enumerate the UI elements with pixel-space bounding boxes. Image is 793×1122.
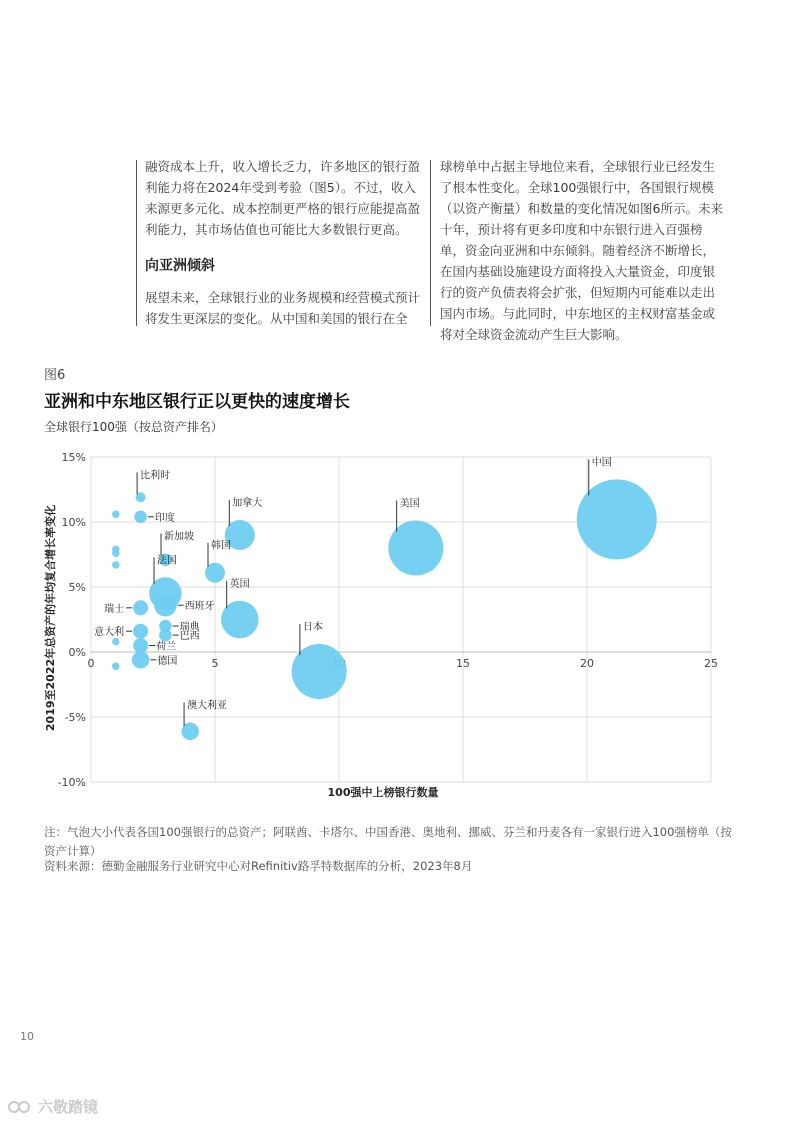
x-tick-label: 15: [456, 657, 470, 670]
section-heading: 向亚洲倾斜: [145, 258, 215, 274]
bubble-unlabeled: [112, 638, 120, 646]
figure-label: 图6: [44, 368, 66, 383]
bubble-西班牙: [154, 594, 177, 617]
bubble-unlabeled: [112, 510, 120, 518]
y-tick-label: 5%: [68, 581, 86, 594]
y-tick-label: 15%: [61, 451, 86, 464]
x-tick-label: 20: [580, 657, 594, 670]
watermark-text: 六敬踏镜: [38, 1098, 99, 1116]
bubble-label: 荷兰: [156, 641, 177, 653]
bubble-label: 西班牙: [184, 601, 215, 613]
figure-source: 资料来源：德勤金融服务行业研究中心对Refinitiv路孚特数据库的分析，2023年8月: [44, 859, 473, 873]
bubble-label: 德国: [157, 655, 178, 667]
bubble-unlabeled: [112, 561, 120, 569]
x-axis-title: 100强中上榜银行数量: [327, 786, 439, 799]
bubble-意大利: [133, 624, 148, 639]
bubble-label: 澳大利亚: [187, 700, 228, 712]
y-tick-label: 0%: [68, 646, 86, 659]
page-number: 10: [20, 1030, 34, 1043]
watermark-logo-icon: [8, 1098, 34, 1116]
y-axis-title: 2019至2022年总资产的年均复合增长率变化: [44, 504, 57, 732]
bubble-label: 日本: [302, 622, 323, 633]
y-tick-label: -10%: [57, 776, 86, 789]
bubble-label: 加拿大: [232, 498, 263, 509]
bubble-unlabeled: [112, 549, 120, 557]
bubble-label: 印度: [154, 512, 175, 524]
watermark: [8, 1096, 98, 1117]
column-rule-right: [430, 160, 431, 326]
right-paragraph: 球榜单中占据主导地位来看，全球银行业已经发生了根本性变化。全球100强银行中，各国银行规模（以资产衡量）和数量的变化情况如图6所示。未来十年，预计将有更多印度和中东银行进入百强榜单，资金向亚洲和中东倾斜。随着经济不断增长，在国内基础设施建设方面将投入大量资金，印度银行的资产负债表将会扩张，但短期内可能难以走出国内市场。与此同时，中东地区的主权财富基金或将对全球资金流动产生巨大影响。: [440, 159, 723, 342]
left-paragraph-1: 融资成本上升，收入增长乏力，许多地区的银行盈利能力将在2024年受到考验（图5）。不过，收入来源更多元化、成本控制更严格的银行应能提高盈利能力，其市场估值也可能比大多数银行更高。: [145, 159, 421, 237]
bubble-label: 巴西: [179, 631, 200, 643]
figure-title: 亚洲和中东地区银行正以更快的速度增长: [44, 392, 350, 412]
bubble-荷兰: [133, 638, 148, 653]
bubble-巴西: [159, 629, 172, 642]
bubble-label: 韩国: [211, 540, 231, 552]
bubble-label: 比利时: [140, 470, 171, 482]
bubble-德国: [132, 651, 150, 669]
left-paragraph-2: 展望未来，全球银行业的业务规模和经营模式预计将发生更深层的变化。从中国和美国的银行在全: [145, 290, 421, 326]
body-column-right: [440, 156, 725, 345]
bubble-unlabeled: [112, 663, 120, 671]
bubble-瑞士: [133, 600, 148, 615]
bubble-label: 意大利: [94, 627, 125, 639]
y-tick-label: -5%: [64, 711, 86, 724]
bubble-印度: [134, 511, 147, 524]
figure-note: 注：气泡大小代表各国100强银行的总资产；阿联酋、卡塔尔、中国香港、奥地利、挪威、芬兰和丹麦各有一家银行进入100强榜单（按资产计算）: [44, 825, 732, 858]
bubble-label: 新加坡: [164, 531, 195, 543]
x-tick-label: 0: [87, 657, 95, 670]
body-column-left: [145, 156, 425, 329]
column-rule-left: [136, 160, 137, 326]
y-tick-label: 10%: [61, 516, 86, 529]
x-tick-label: 25: [704, 657, 718, 670]
bubble-label: 瑞士: [104, 603, 125, 615]
bubble-chart: [0, 440, 793, 820]
bubble-label: 中国: [591, 457, 612, 469]
figure-subtitle: 全球银行100强（按总资产排名）: [44, 420, 223, 434]
bubble-label: 法国: [157, 555, 178, 567]
x-tick-label: 5: [211, 657, 219, 670]
bubble-label: 美国: [399, 498, 420, 510]
bubble-label: 瑞典: [179, 622, 200, 633]
bubble-label: 英国: [229, 578, 250, 590]
